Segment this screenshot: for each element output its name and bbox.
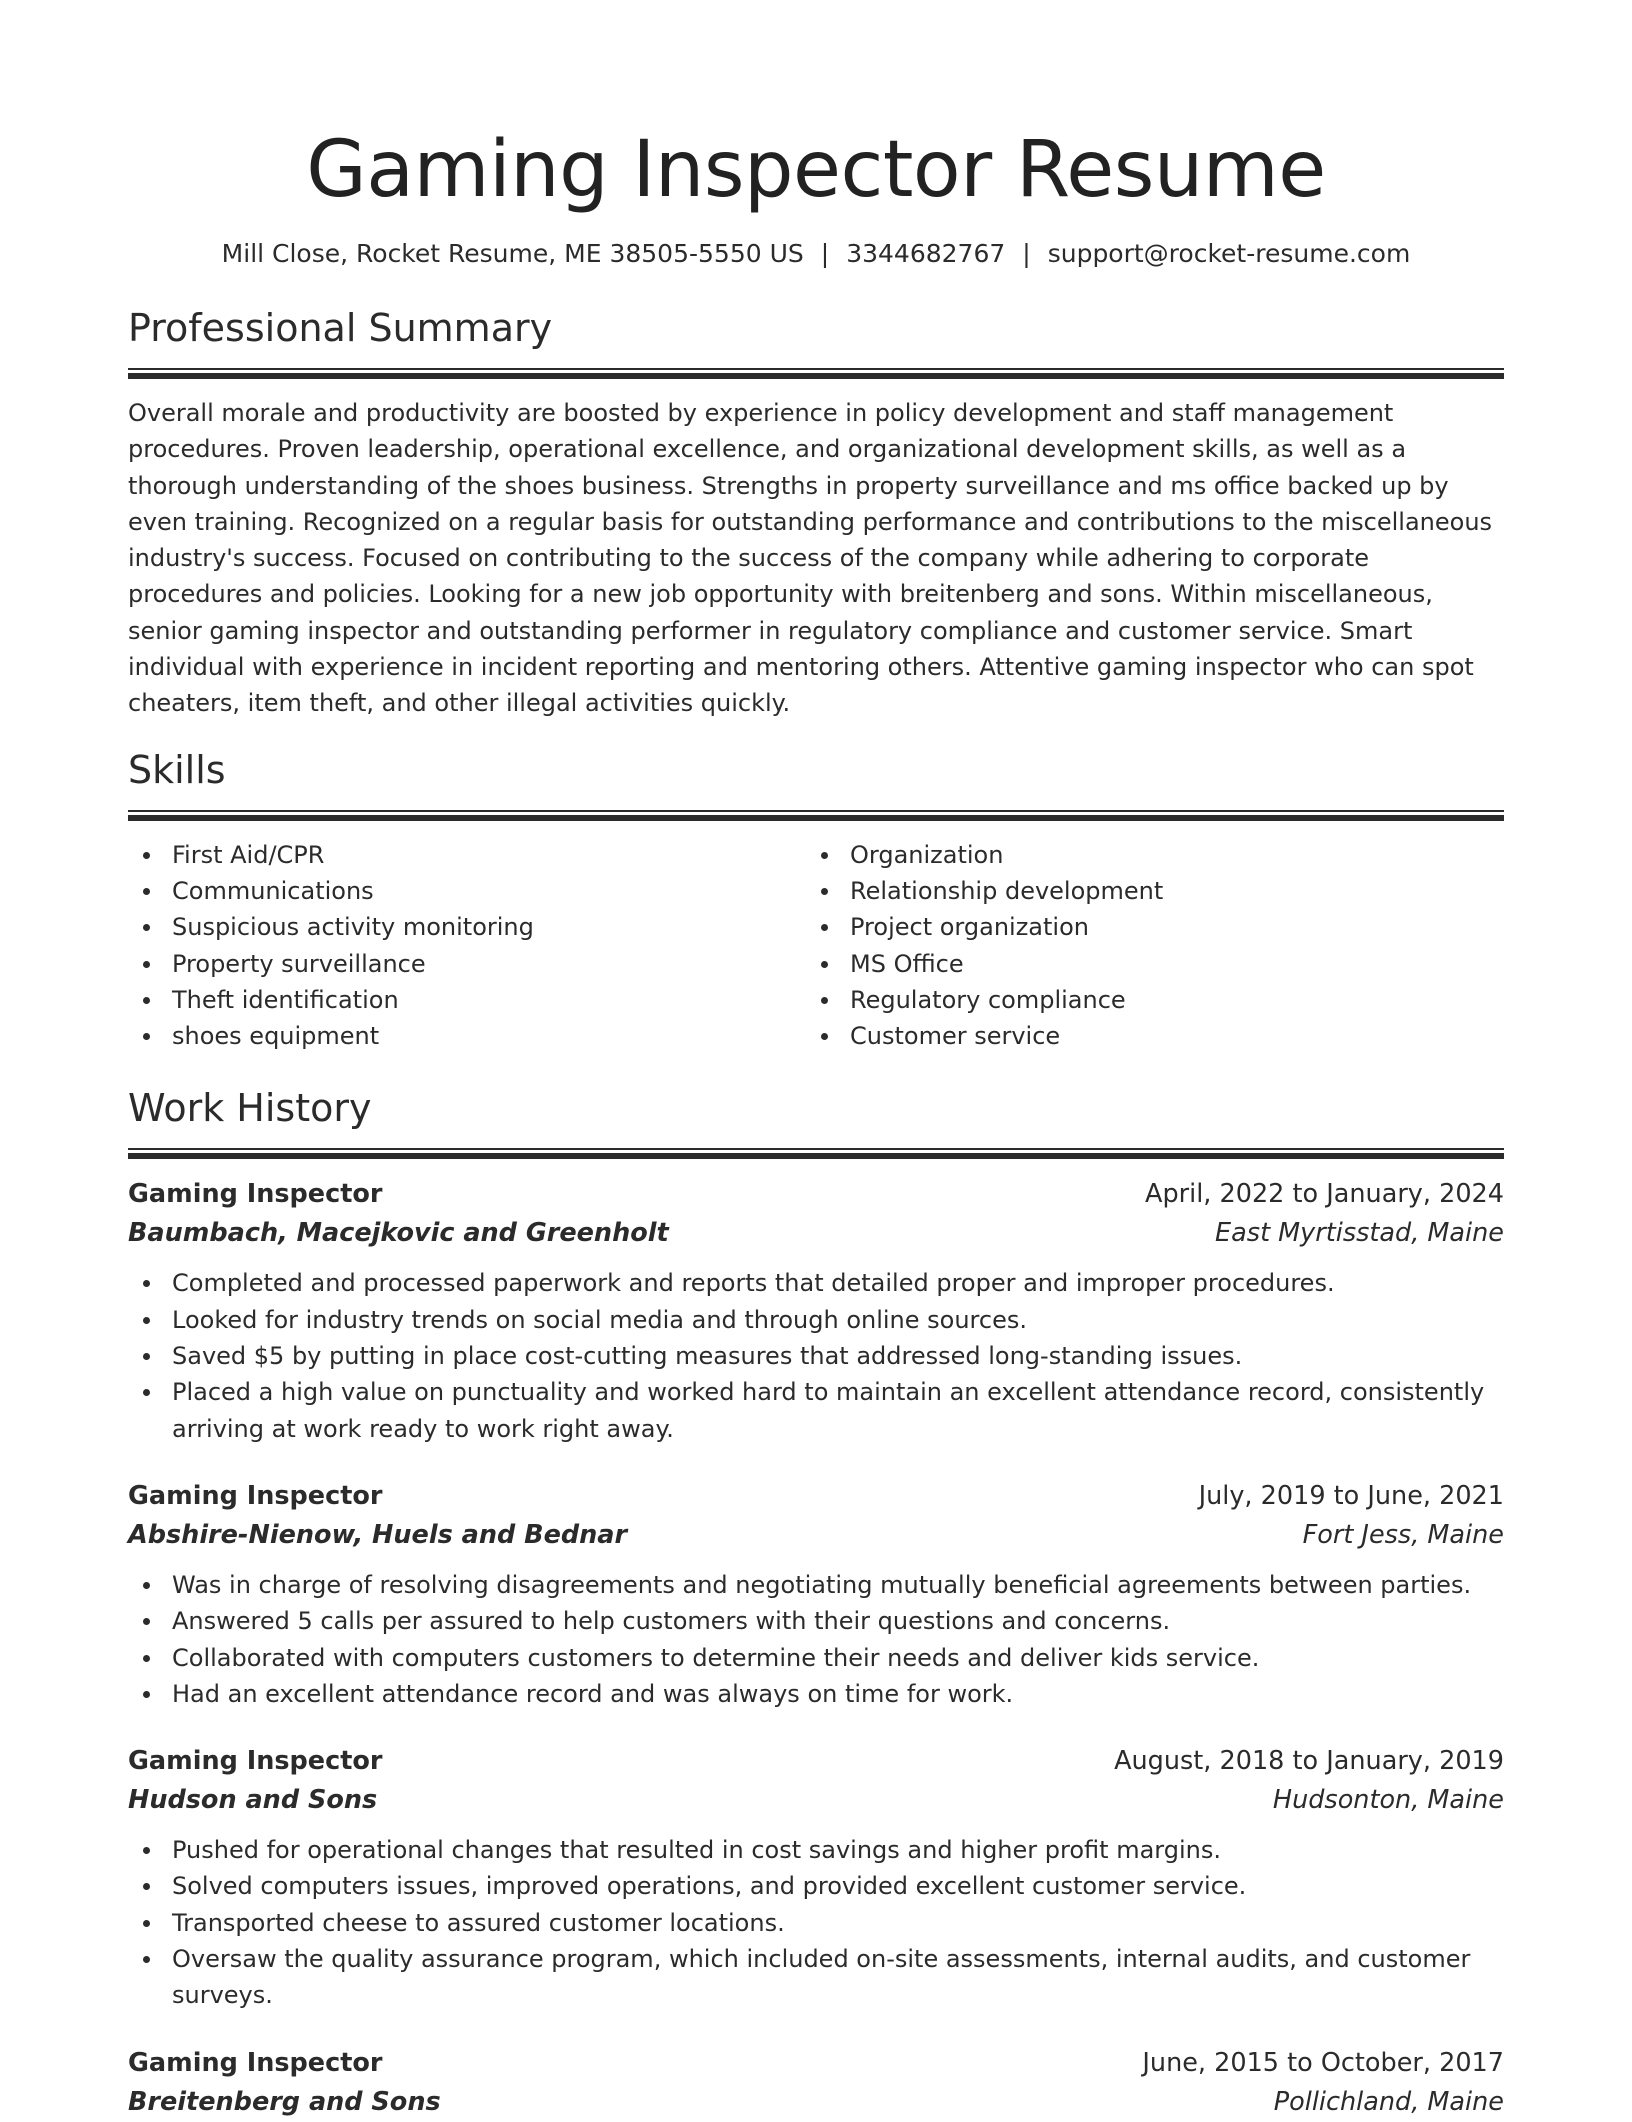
section-divider xyxy=(128,1148,1504,1159)
job-title: Gaming Inspector xyxy=(128,1179,383,1210)
contact-address: Mill Close, Rocket Resume, ME 38505-5550 US xyxy=(221,239,804,268)
job-location: Hudsonton, Maine xyxy=(1272,1785,1504,1816)
skills-list-right xyxy=(806,837,1484,1055)
job-title: Gaming Inspector xyxy=(128,1746,383,1777)
resume-title: Gaming Inspector Resume xyxy=(306,125,1326,215)
job-duty: Collaborated with computers customers to determine their needs and deliver kids service. xyxy=(128,1640,1504,1676)
job-entry xyxy=(128,1742,1504,2013)
job-header xyxy=(128,2044,1504,2083)
section-divider xyxy=(128,368,1504,379)
job-location: East Myrtisstad, Maine xyxy=(1215,1218,1504,1249)
work-history-section xyxy=(128,1084,1504,2121)
job-header xyxy=(128,1175,1504,1214)
skill-item: Project organization xyxy=(806,909,1484,945)
job-duties-list xyxy=(128,1832,1504,2013)
section-title-work-history: Work History xyxy=(128,1086,372,1131)
job-subheader xyxy=(128,1516,1504,1555)
job-duty: Answered 5 calls per assured to help customers with their questions and concerns. xyxy=(128,1603,1504,1639)
job-title: Gaming Inspector xyxy=(128,2047,383,2078)
skill-item: Property surveillance xyxy=(128,946,806,982)
job-duty: Saved $5 by putting in place cost-cutting measures that addressed long-standing issues. xyxy=(128,1338,1504,1374)
skill-item: Theft identification xyxy=(128,982,806,1018)
job-dates: April, 2022 to January, 2024 xyxy=(1145,1179,1504,1210)
resume-page xyxy=(128,0,1504,2122)
skill-item: First Aid/CPR xyxy=(128,837,806,873)
job-duty: Solved computers issues, improved operations, and provided excellent customer service. xyxy=(128,1868,1504,1904)
skills-list-left xyxy=(128,837,806,1055)
job-entry xyxy=(128,1175,1504,1446)
skills-section xyxy=(128,746,1504,1055)
job-duty: Completed and processed paperwork and reports that detailed proper and improper procedures. xyxy=(128,1265,1504,1301)
contact-line xyxy=(128,238,1504,270)
skill-item: Communications xyxy=(128,873,806,909)
skill-item: Suspicious activity monitoring xyxy=(128,909,806,945)
job-location: Fort Jess, Maine xyxy=(1302,1519,1504,1550)
job-duties-list xyxy=(128,1567,1504,1712)
job-subheader xyxy=(128,2083,1504,2122)
section-divider xyxy=(128,810,1504,821)
section-title-skills: Skills xyxy=(128,747,226,792)
job-location: Pollichland, Maine xyxy=(1273,2086,1504,2117)
job-entry xyxy=(128,2044,1504,2122)
contact-separator: | xyxy=(1022,239,1031,268)
skill-item: MS Office xyxy=(806,946,1484,982)
summary-text: Overall morale and productivity are boosted by experience in policy development and staff management procedures. Proven leadership, operational excellence, and organizational development skills, as well as a thorough understanding of the shoes business. Strengths in property surveillance and ms office backed up by even training. Recognized on a regular basis for outstanding performance and contributions to the miscellaneous industry's success. Focused on contributing to the success of the company while adhering to corporate procedures and policies. Looking for a new job opportunity with breitenberg and sons. Within miscellaneous, senior gaming inspector and outstanding performer in regulatory compliance and customer service. Smart individual with experience in incident reporting and mentoring others. Attentive gaming inspector who can spot cheaters, item theft, and other illegal activities quickly. xyxy=(128,399,1493,718)
job-duty: Pushed for operational changes that resulted in cost savings and higher profit margins. xyxy=(128,1832,1504,1868)
contact-email[interactable]: support@rocket-resume.com xyxy=(1047,239,1411,268)
skill-item: shoes equipment xyxy=(128,1018,806,1054)
job-duty: Looked for industry trends on social media and through online sources. xyxy=(128,1302,1504,1338)
job-entry xyxy=(128,1477,1504,1712)
job-dates: July, 2019 to June, 2021 xyxy=(1198,1480,1504,1511)
job-company: Breitenberg and Sons xyxy=(128,2086,441,2117)
job-title: Gaming Inspector xyxy=(128,1480,383,1511)
job-company: Abshire-Nienow, Huels and Bednar xyxy=(128,1519,628,1550)
skill-item: Regulatory compliance xyxy=(806,982,1484,1018)
job-header xyxy=(128,1477,1504,1516)
contact-separator: | xyxy=(820,239,830,268)
job-duty: Was in charge of resolving disagreements and negotiating mutually beneficial agreements between parties. xyxy=(128,1567,1504,1603)
skill-item: Relationship development xyxy=(806,873,1484,909)
job-duties-list xyxy=(128,1265,1504,1446)
summary-section xyxy=(128,304,1504,722)
job-header xyxy=(128,1742,1504,1781)
job-company: Hudson and Sons xyxy=(128,1785,378,1816)
skill-item: Customer service xyxy=(806,1018,1484,1054)
job-duty: Oversaw the quality assurance program, which included on-site assessments, internal audits, and customer surveys. xyxy=(128,1941,1504,2014)
skill-item: Organization xyxy=(806,837,1484,873)
job-dates: June, 2015 to October, 2017 xyxy=(1142,2047,1504,2078)
job-subheader xyxy=(128,1781,1504,1820)
job-duty: Placed a high value on punctuality and worked hard to maintain an excellent attendance record, consistently arriving at work ready to work right away. xyxy=(128,1374,1504,1447)
job-duty: Transported cheese to assured customer locations. xyxy=(128,1905,1504,1941)
job-duty: Had an excellent attendance record and was always on time for work. xyxy=(128,1676,1504,1712)
job-company: Baumbach, Macejkovic and Greenholt xyxy=(128,1218,669,1249)
skills-columns xyxy=(128,837,1504,1055)
job-dates: August, 2018 to January, 2019 xyxy=(1114,1746,1504,1777)
contact-phone: 3344682767 xyxy=(846,239,1006,268)
job-subheader xyxy=(128,1214,1504,1253)
section-title-summary: Professional Summary xyxy=(128,306,553,350)
